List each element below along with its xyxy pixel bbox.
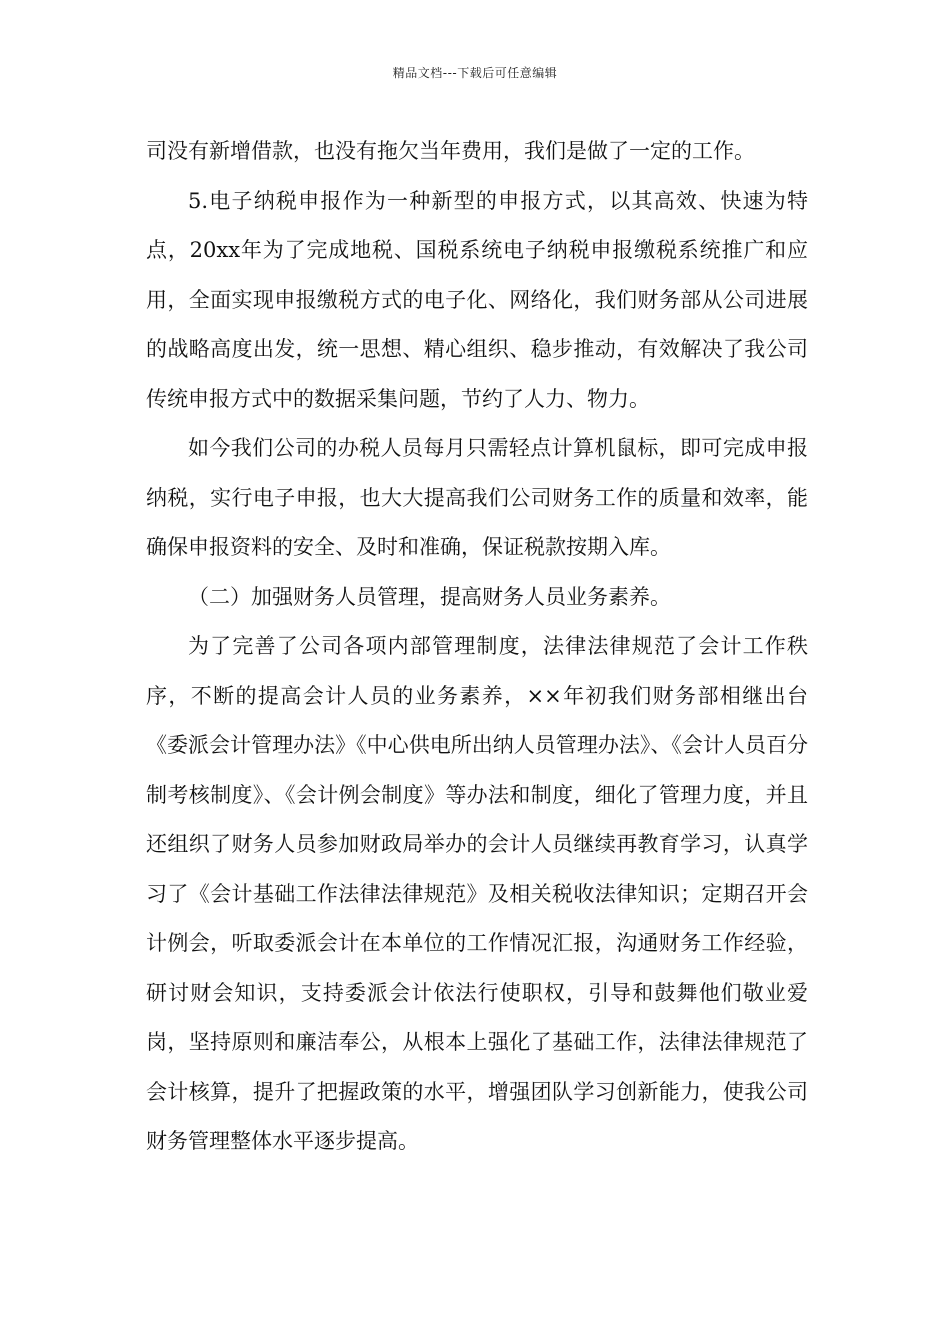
paragraph-e-filing: 5.电子纳税申报作为一种新型的申报方式，以其高效、快速为特点，20xx年为了完成地税、国税系统电子纳税申报缴税系统推广和应用，全面实现申报缴税方式的电子化、网络化，我们财务部从公司进展的战略高度出发，统一思想、精心组织、稳步推动，有效解决了我公司传统申报方式中的数据采集问题，节约了人力、物力。	[146, 188, 808, 411]
paragraph-continuation: 司没有新增借款，也没有拖欠当年费用，我们是做了一定的工作。	[146, 139, 755, 163]
document-body	[146, 127, 808, 1167]
paragraph-management: 为了完善了公司各项内部管理制度，法律法律规范了会计工作秩序，不断的提高会计人员的业务素养，××年初我们财务部相继出台《委派会计管理办法》《中心供电所出纳人员管理办法》、《会计人员百分制考核制度》、《会计例会制度》等办法和制度，细化了管理力度，并且还组织了财务人员参加财政局举办的会计人员继续再教育学习，认真学习了《会计基础工作法律法律规范》及相关税收法律知识；定期召开会计例会，听取委派会计在本单位的工作情况汇报，沟通财务工作经验，研讨财会知识，支持委派会计依法行使职权，引导和鼓舞他们敬业爱岗，坚持原则和廉洁奉公，从根本上强化了基础工作，法律法律规范了会计核算，提升了把握政策的水平，增强团队学习创新能力，使我公司财务管理整体水平逐步提高。	[146, 634, 808, 1153]
section-heading: （二）加强财务人员管理，提高财务人员业务素养。	[188, 584, 671, 609]
paragraph-tax-staff: 如今我们公司的办税人员每月只需轻点计算机鼠标，即可完成申报纳税，实行电子申报，也大大提高我们公司财务工作的质量和效率，能确保申报资料的安全、及时和准确，保证税款按期入库。	[146, 436, 808, 559]
page-header: 精品文档---下载后可任意编辑	[392, 66, 558, 80]
